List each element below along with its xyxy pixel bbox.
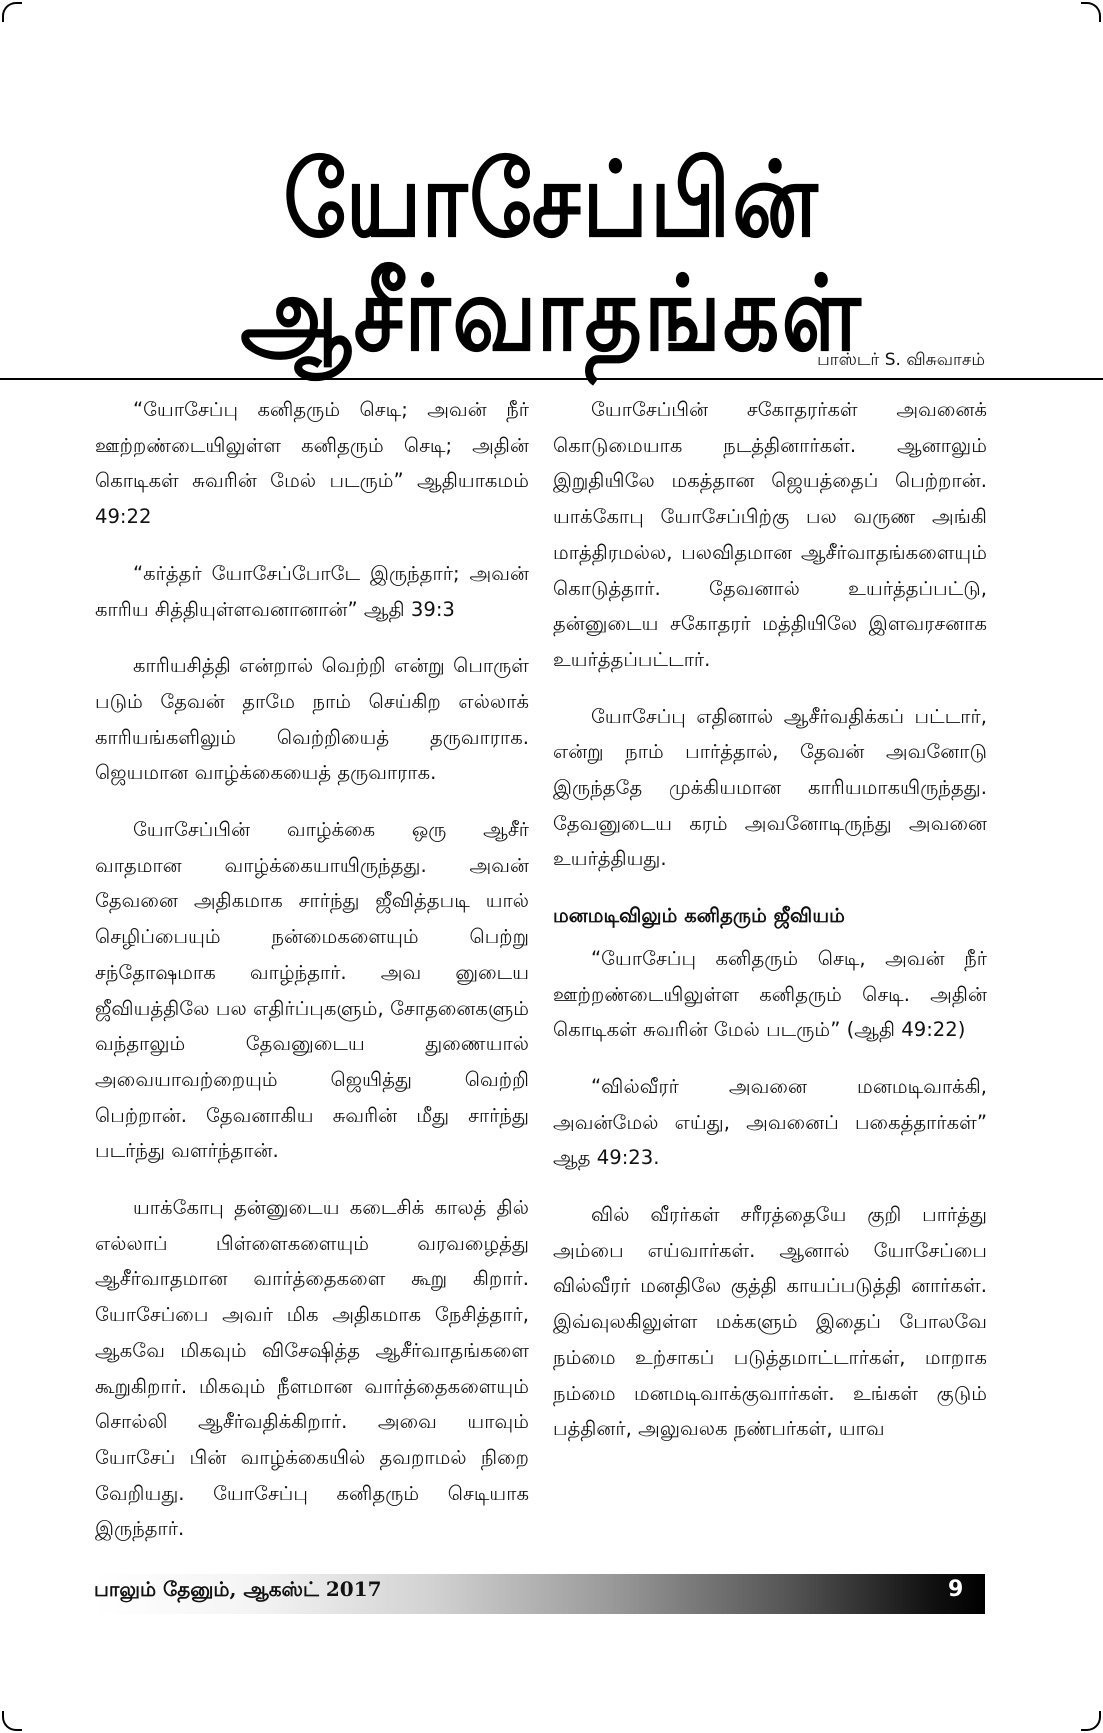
left-column [95,392,529,1568]
title-divider [0,378,1103,380]
article-title-line-2: ஆசீர்வாதங்கள் [240,252,863,375]
body-paragraph: யோசேப்பு எதினால் ஆசீர்வதிக்கப் பட்டார், என்று நாம் பார்த்தால், தேவன் அவனோடு இருந்ததே முக்கியமான காரியமாகயிருந்தது. தேவனுடைய கரம் அவனோடிருந்து அவனை உயர்த்தியது. [553,704,987,871]
page-corner-bottom-right [1081,1711,1101,1731]
page-corner-top-right [1081,2,1101,22]
article-title-line-1: யோசேப்பின் [283,138,820,261]
magazine-issue: பாலும் தேனும், ஆகஸ்ட் 2017 [94,1577,382,1601]
author-byline: பாஸ்டர் S. விசுவாசம் [817,350,985,370]
page-corner-bottom-left [2,1711,22,1731]
page-number: 9 [948,1577,964,1602]
section-heading: மனமடிவிலும் கனிதரும் ஜீவியம் [553,904,845,928]
body-paragraph: வில் வீரர்கள் சரீரத்தையே குறி பார்த்து அம்பை எய்வார்கள். ஆனால் யோசேப்பை வில்வீரர் மனதிலே குத்தி காயப்படுத்தி னார்கள். இவ்வுலகிலுள்ள மக்களும் இதைப் போலவே நம்மை உற்சாகப் படுத்தமாட்டார்கள், மாறாக நம்மை மனமடிவாக்குவார்கள். உங்கள் குடும் பத்தினர், அலுவலக நண்பர்கள், யாவ [553,1203,987,1441]
scripture-quote: “யோசேப்பு கனிதரும் செடி, அவன் நீர் ஊற்றண்டையிலுள்ள கனிதரும் செடி. அதின் கொடிகள் சுவரின் மேல் படரும்” (ஆதி 49:22) [553,946,987,1042]
page-corner-top-left [2,2,22,22]
body-paragraph: யோசேப்பின் வாழ்க்கை ஒரு ஆசீர் வாதமான வாழ்க்கையாயிருந்தது. அவன் தேவனை அதிகமாக சார்ந்து ஜீவித்தபடி யால் செழிப்பையும் நன்மைகளையும் பெற்று சந்தோஷமாக வாழ்ந்தார். அவ னுடைய ஜீவியத்திலே பல எதிர்ப்புகளும், சோதனைகளும் வந்தாலும் தேவனுடைய துணையால் அவையாவற்றையும் ஜெயித்து வெற்றி பெற்றான். தேவனாகிய சுவரின் மீது சார்ந்து படர்ந்து வளர்ந்தான். [95,818,529,1163]
scripture-quote: “வில்வீரர் அவனை மனமடிவாக்கி, அவன்மேல் எய்து, அவனைப் பகைத்தார்கள்” ஆத 49:23. [553,1074,987,1170]
scripture-quote: “கர்த்தர் யோசேப்போடே இருந்தார்; அவன் காரிய சித்தியுள்ளவனானான்” ஆதி 39:3 [95,561,529,621]
body-paragraph: காரியசித்தி என்றால் வெற்றி என்று பொருள் படும் தேவன் தாமே நாம் செய்கிற எல்லாக் காரியங்களிலும் வெற்றியைத் தருவாராக. ஜெயமான வாழ்க்கையைத் தருவாராக. [95,654,529,785]
body-paragraph: யோசேப்பின் சகோதரர்கள் அவனைக் கொடுமையாக நடத்தினார்கள். ஆனாலும் இறுதியிலே மகத்தான ஜெயத்தைப் பெற்றான். யாக்கோபு யோசேப்பிற்கு பல வருண அங்கி மாத்திரமல்ல, பலவிதமான ஆசீர்வாதங்களையும் கொடுத்தார். தேவனால் உயர்த்தப்பட்டு, தன்னுடைய சகோதரர் மத்தியிலே இளவரசனாக உயர்த்தப்பட்டார். [553,398,987,671]
right-column [553,392,987,1468]
body-paragraph: யாக்கோபு தன்னுடைய கடைசிக் காலத் தில் எல்லாப் பிள்ளைகளையும் வரவழைத்து ஆசீர்வாதமான வார்த்தைகளை கூறு கிறார். யோசேப்பை அவர் மிக அதிகமாக நேசித்தார், ஆகவே மிகவும் விசேஷித்த ஆசீர்வாதங்களை கூறுகிறார். மிகவும் நீளமான வார்த்தைகளையும் சொல்லி ஆசீர்வதிக்கிறார். அவை யாவும் யோசேப் பின் வாழ்க்கையில் தவறாமல் நிறை வேறியது. யோசேப்பு கனிதரும் செடியாக இருந்தார். [95,1196,529,1541]
scripture-quote: “யோசேப்பு கனிதரும் செடி; அவன் நீர் ஊற்றண்டையிலுள்ள கனிதரும் செடி; அதின் கொடிகள் சுவரின் மேல் படரும்” ஆதியாகமம் 49:22 [95,398,529,529]
